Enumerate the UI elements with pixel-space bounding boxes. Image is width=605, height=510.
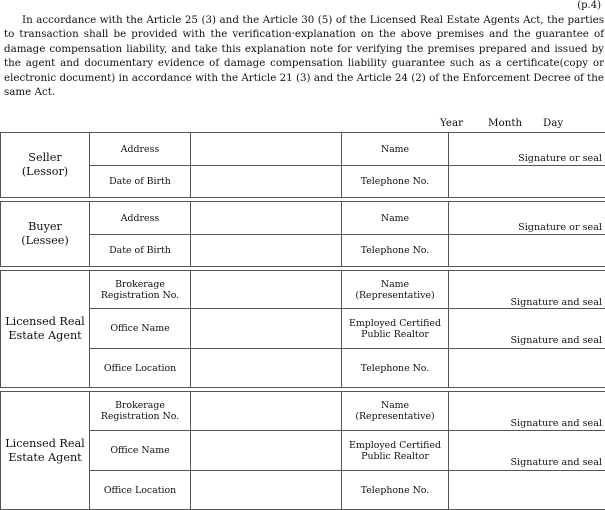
- agent1-realtor-label: [342, 309, 449, 349]
- seller-subtitle: (Lessor): [1, 165, 89, 179]
- agent1-office-location-label: Office Location: [90, 349, 191, 388]
- agent1-office-name-label: Office Name: [90, 309, 191, 349]
- agent2-office-location-field[interactable]: [191, 471, 342, 510]
- agent2-office-name-label: Office Name: [90, 431, 191, 471]
- seller-name-label: Name: [342, 133, 449, 166]
- seller-title: Seller: [1, 151, 89, 165]
- agent2-signature-label-1: Signature and seal: [510, 418, 602, 429]
- agent1-registration-field[interactable]: [191, 271, 342, 309]
- buyer-title: Buyer: [1, 220, 89, 234]
- seller-signature-label: Signature or seal: [518, 153, 602, 164]
- agent2-registration-label-line1: Brokerage: [90, 400, 190, 411]
- date-day-label: Day: [543, 117, 563, 129]
- seller-dob-field[interactable]: [191, 166, 342, 198]
- buyer-name-label: Name: [342, 202, 449, 235]
- seller-address-field[interactable]: [191, 133, 342, 166]
- confirmation-signature-table: [0, 132, 605, 510]
- agent2-party-cell: [1, 392, 90, 510]
- agent1-party-cell: [1, 271, 90, 388]
- seller-name-field[interactable]: [449, 133, 605, 166]
- agent2-registration-label-line2: Registration No.: [90, 411, 190, 422]
- agent2-name-field[interactable]: [449, 392, 605, 431]
- agent2-realtor-field[interactable]: [449, 431, 605, 471]
- agent1-signature-label-1: Signature and seal: [510, 297, 602, 308]
- buyer-dob-label: Date of Birth: [90, 235, 191, 267]
- seller-phone-field[interactable]: [449, 166, 605, 198]
- agent1-title-line1: Licensed Real: [1, 315, 89, 329]
- agent1-title-line2: Estate Agent: [1, 329, 89, 343]
- agent2-name-label-line1: Name: [342, 400, 448, 411]
- buyer-subtitle: (Lessee): [1, 234, 89, 248]
- agent1-registration-label: [90, 271, 191, 309]
- agent1-name-label: [342, 271, 449, 309]
- agent1-name-label-line1: Name: [342, 279, 448, 290]
- buyer-address-label: Address: [90, 202, 191, 235]
- seller-dob-label: Date of Birth: [90, 166, 191, 198]
- intro-paragraph: In accordance with the Article 25 (3) and the Article 30 (5) of the Licensed Real Estate Agents Act, the parties to transaction shall be provided with the verification·explanation on the above premises and the guarantee of damage compensation liability, and take this explanation note for verifying the premises prepared and issued by the agent and documentary evidence of damage compensation liability guarantee such as a certificate(copy or electronic document) in accordance with the Article 21 (3) and the Article 24 (2) of the Enforcement Decree of the same Act.: [4, 13, 604, 99]
- agent1-phone-field[interactable]: [449, 349, 605, 388]
- seller-party-cell: [1, 133, 90, 198]
- agent1-phone-label: Telephone No.: [342, 349, 449, 388]
- agent1-name-label-line2: (Representative): [342, 290, 448, 301]
- buyer-signature-label: Signature or seal: [518, 222, 602, 233]
- date-year-label: Year: [440, 117, 463, 129]
- agent2-office-name-field[interactable]: [191, 431, 342, 471]
- agent1-office-location-field[interactable]: [191, 349, 342, 388]
- seller-phone-label: Telephone No.: [342, 166, 449, 198]
- agent1-signature-label-2: Signature and seal: [510, 335, 602, 346]
- agent1-realtor-field[interactable]: [449, 309, 605, 349]
- agent1-registration-label-line2: Registration No.: [90, 290, 190, 301]
- buyer-dob-field[interactable]: [191, 235, 342, 267]
- agent2-title-line1: Licensed Real: [1, 437, 89, 451]
- agent2-name-label: [342, 392, 449, 431]
- agent2-realtor-label-line1: Employed Certified: [342, 440, 448, 451]
- date-month-label: Month: [488, 117, 522, 129]
- agent2-phone-label: Telephone No.: [342, 471, 449, 510]
- agent1-name-field[interactable]: [449, 271, 605, 309]
- agent1-realtor-label-line1: Employed Certified: [342, 318, 448, 329]
- agent2-signature-label-2: Signature and seal: [510, 457, 602, 468]
- buyer-address-field[interactable]: [191, 202, 342, 235]
- agent2-realtor-label-line2: Public Realtor: [342, 451, 448, 462]
- buyer-name-field[interactable]: [449, 202, 605, 235]
- agent1-office-name-field[interactable]: [191, 309, 342, 349]
- page-number: (p.4): [577, 0, 601, 11]
- agent2-name-label-line2: (Representative): [342, 411, 448, 422]
- agent2-office-location-label: Office Location: [90, 471, 191, 510]
- agent2-phone-field[interactable]: [449, 471, 605, 510]
- agent2-title-line2: Estate Agent: [1, 451, 89, 465]
- buyer-phone-label: Telephone No.: [342, 235, 449, 267]
- agent1-registration-label-line1: Brokerage: [90, 279, 190, 290]
- agent2-registration-label: [90, 392, 191, 431]
- seller-address-label: Address: [90, 133, 191, 166]
- agent2-realtor-label: [342, 431, 449, 471]
- buyer-party-cell: [1, 202, 90, 267]
- agent1-realtor-label-line2: Public Realtor: [342, 329, 448, 340]
- buyer-phone-field[interactable]: [449, 235, 605, 267]
- agent2-registration-field[interactable]: [191, 392, 342, 431]
